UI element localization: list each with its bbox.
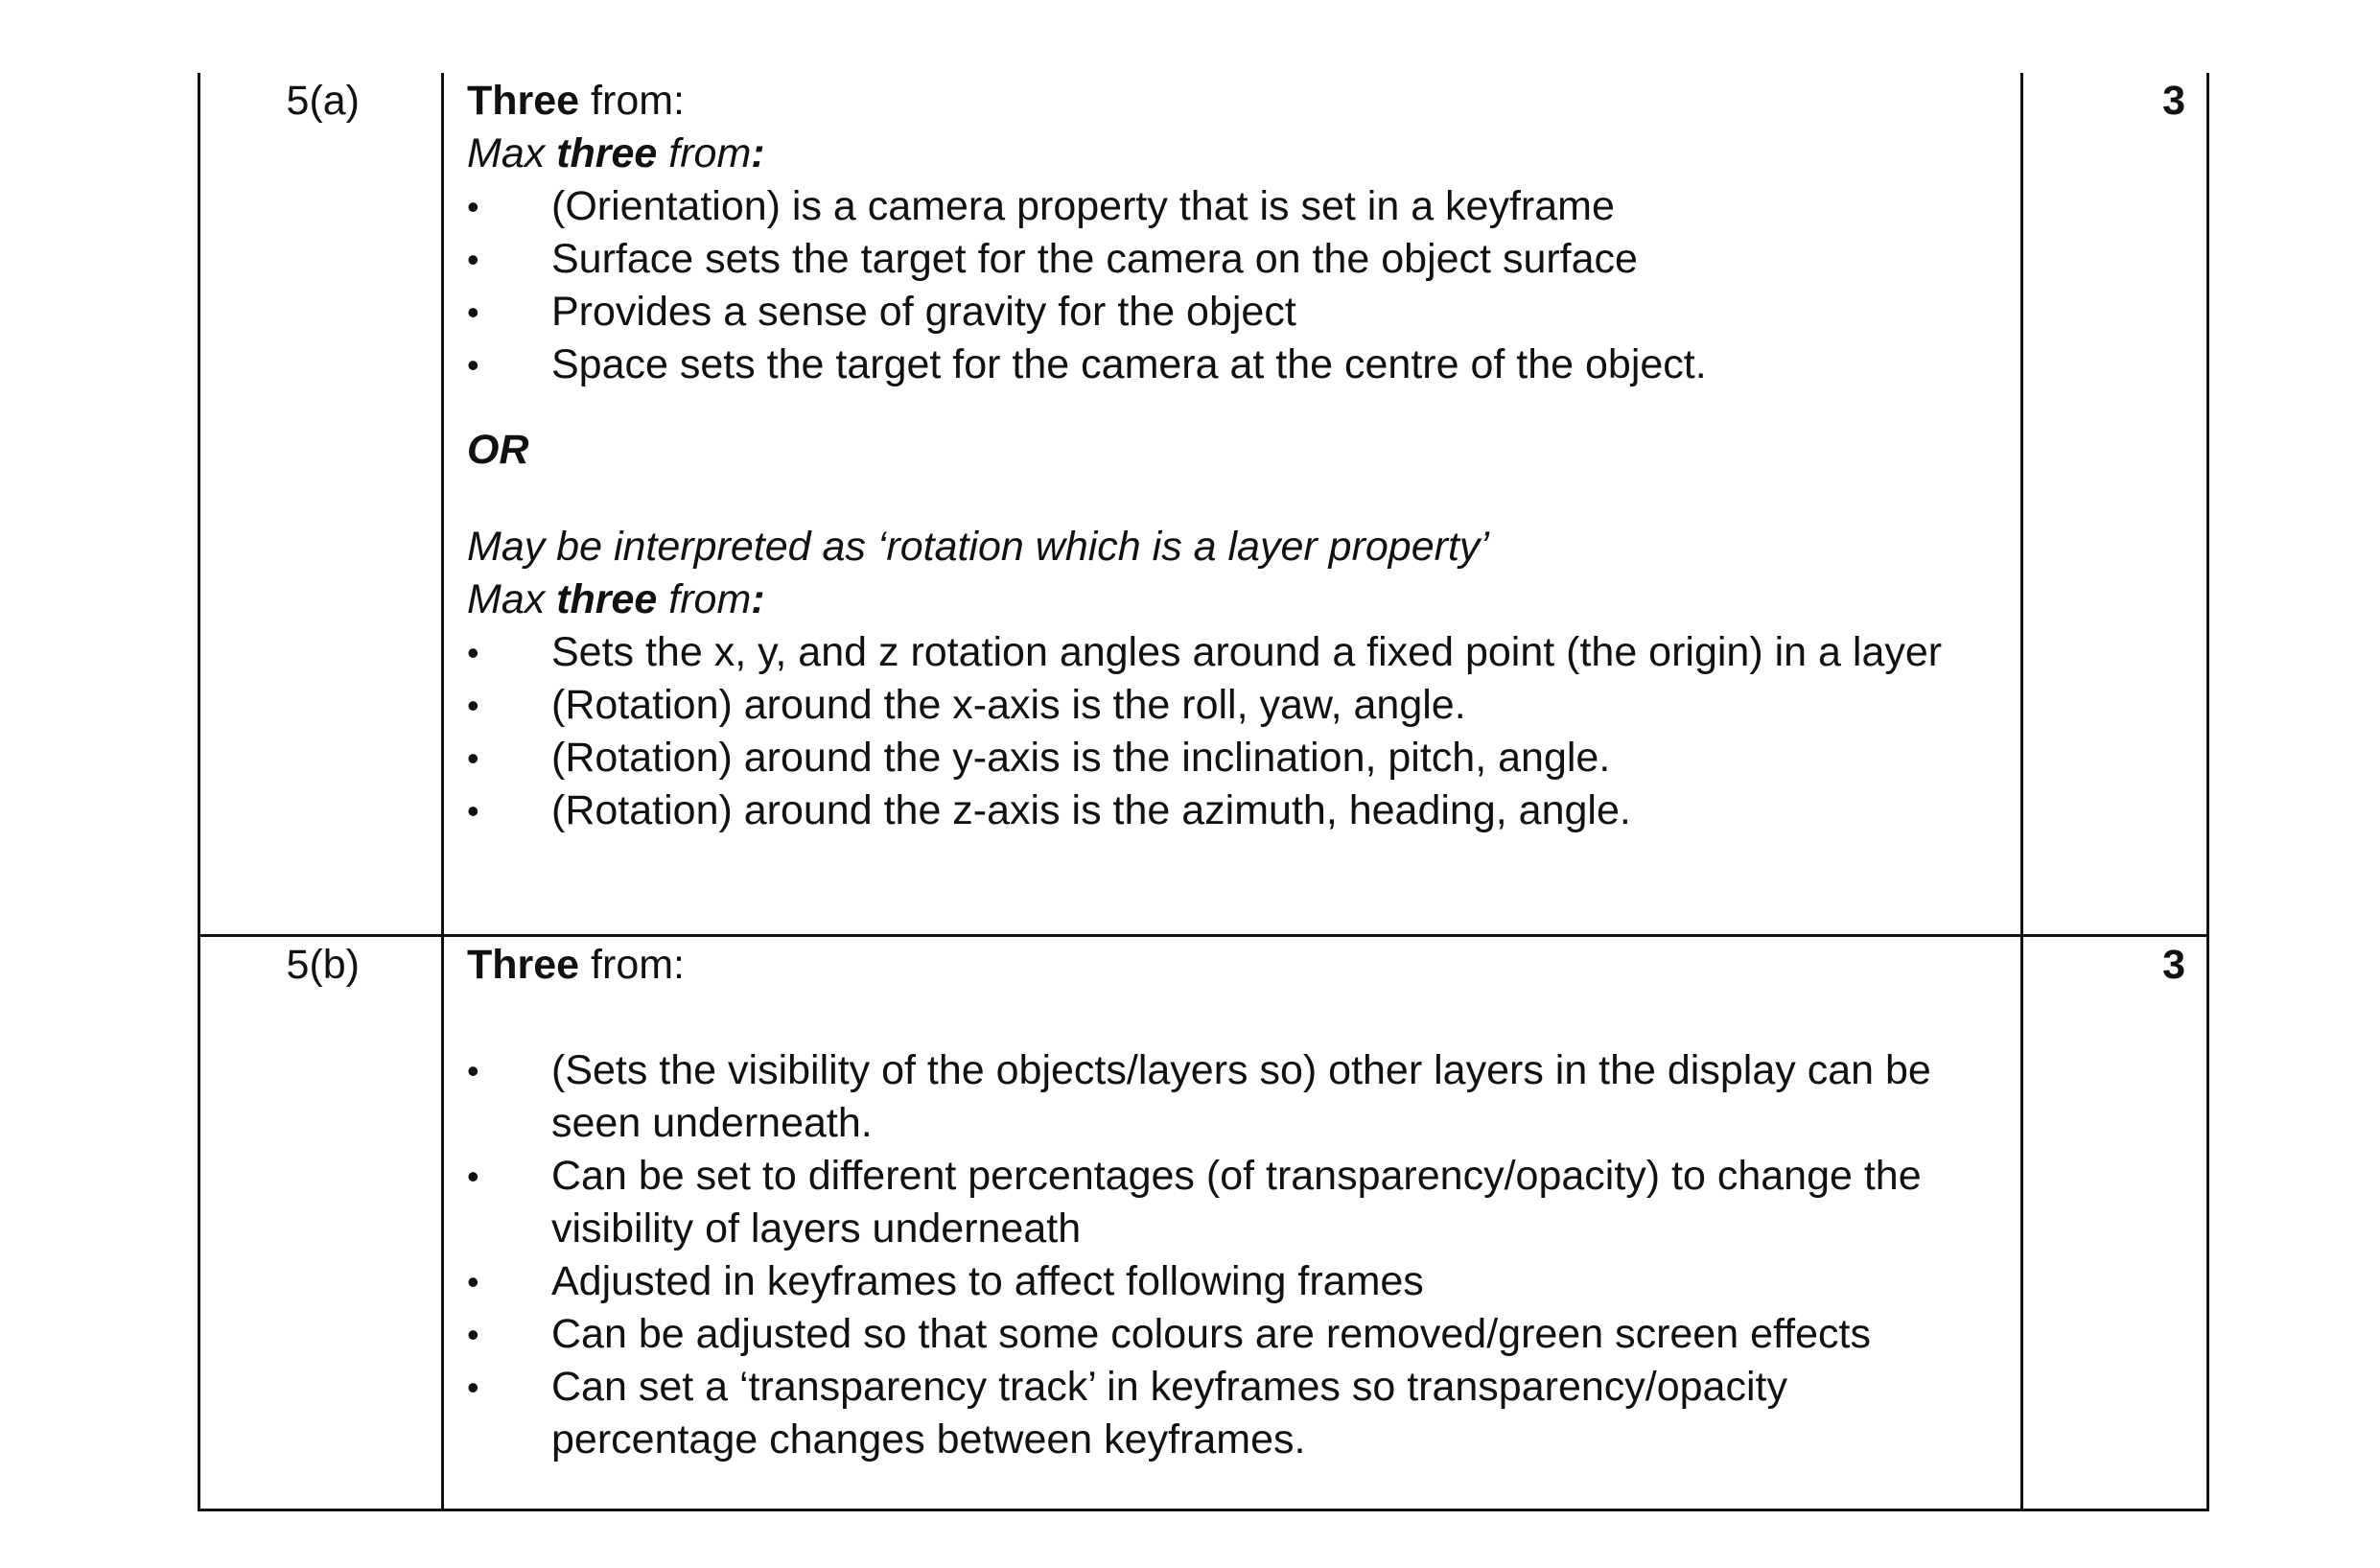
max-colon: : [751,130,765,176]
max-prefix: Max [467,576,557,622]
list-item: • (Rotation) around the x-axis is the roll, yaw, angle. [467,679,2001,732]
spacer [467,992,2001,1044]
list-item: • Can be adjusted so that some colours are removed/green screen effects [467,1308,2001,1361]
list-item: • Adjusted in keyframes to affect following frames [467,1255,2001,1308]
marks-cell: 3 [2022,936,2208,1510]
max-bold: three [556,130,658,176]
intro-rest: from: [579,942,686,988]
list-item: • Surface sets the target for the camera on the object surface [467,233,2001,286]
max-suffix: from [657,130,752,176]
bullet-list [467,626,2001,837]
list-item: • (Rotation) around the z-axis is the azimuth, heading, angle. [467,784,2001,837]
or-separator: OR [467,427,529,473]
max-three-line [467,573,2001,626]
max-prefix: Max [467,130,557,176]
answer-intro [467,939,2001,992]
question-number: 5(a) [199,73,443,936]
marks-cell: 3 [2022,73,2208,936]
max-bold: three [556,576,658,622]
intro-rest: from: [579,78,686,124]
answer-cell [443,936,2022,1510]
list-item: • Provides a sense of gravity for the object [467,286,2001,339]
list-item: • Sets the x, y, and z rotation angles around a fixed point (the origin) in a layer [467,626,2001,679]
answer-cell [443,73,2022,936]
list-item: • Can set a ‘transparency track’ in keyframes so transparency/opacity percentage changes between keyframes. [467,1361,2001,1466]
bullet-list [467,180,2001,391]
max-colon: : [751,576,765,622]
bullet-list [467,1044,2001,1466]
mark-scheme-table [198,73,2209,1511]
max-three-line [467,128,2001,180]
list-item: • (Sets the visibility of the objects/layers so) other layers in the display can be seen underneath. [467,1044,2001,1150]
question-number: 5(b) [199,936,443,1510]
list-item: • Can be set to different percentages (of transparency/opacity) to change the visibility of layers underneath [467,1150,2001,1255]
list-item: • Space sets the target for the camera at the centre of the object. [467,339,2001,391]
max-suffix: from [657,576,752,622]
answer-intro [467,75,2001,128]
intro-bold: Three [467,942,580,988]
mark-scheme-row-5a [199,73,2208,936]
list-item: • (Rotation) around the y-axis is the inclination, pitch, angle. [467,732,2001,784]
mark-scheme-row-5b [199,936,2208,1510]
list-item: • (Orientation) is a camera property that is set in a keyframe [467,180,2001,233]
interpretation-note: May be interpreted as ‘rotation which is a layer property’ [467,524,1489,570]
intro-bold: Three [467,78,580,124]
